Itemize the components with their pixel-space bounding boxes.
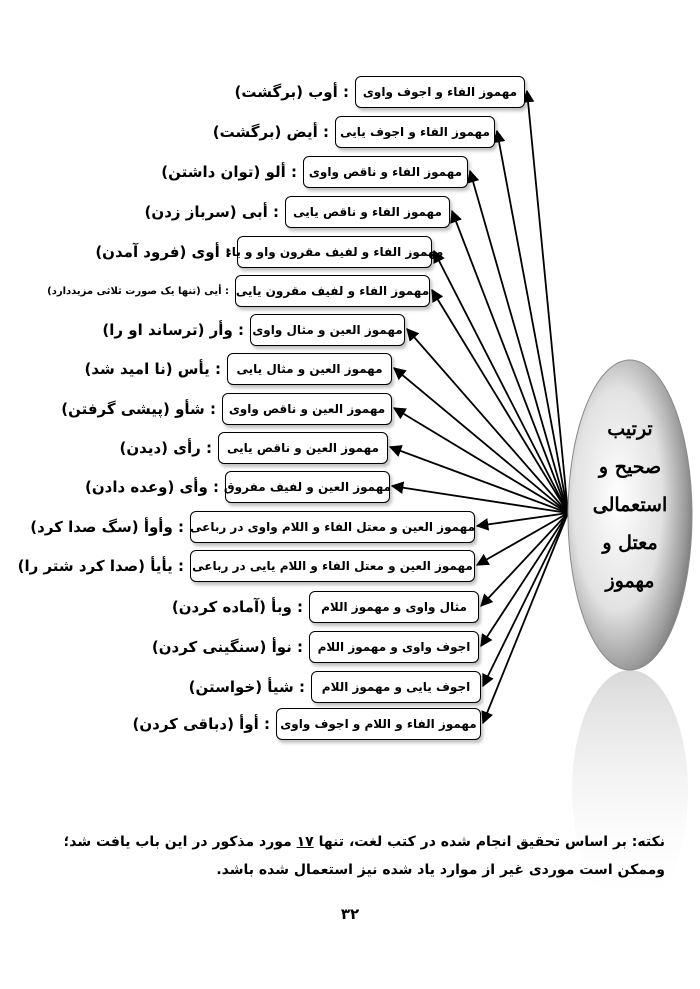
entry-row bbox=[145, 195, 450, 229]
entry-row bbox=[61, 392, 392, 426]
hub-title-line: استعمالی bbox=[592, 494, 668, 516]
term-label: : يأيأ (صدا کرد شتر را) bbox=[17, 557, 184, 575]
entry-row bbox=[172, 590, 479, 624]
term-label: : شأو (پیشی گرفتن) bbox=[61, 400, 216, 418]
arrow bbox=[481, 513, 568, 646]
arrow bbox=[394, 368, 568, 513]
hub-title-line: مهموز bbox=[605, 570, 655, 592]
arrow bbox=[452, 211, 568, 513]
hub-title-line: معتل و bbox=[602, 532, 658, 554]
category-box: مهموز الفاء و اللام و اجوف واوی bbox=[276, 708, 481, 740]
entry-row bbox=[161, 155, 468, 189]
entry-row bbox=[133, 707, 482, 741]
term-label: : أيی (تنها یک صورت ثلاثی مزیددارد) bbox=[47, 285, 229, 297]
term-label: : وأی (وعده دادن) bbox=[84, 478, 219, 496]
term-label: : أيض (برگشت) bbox=[212, 123, 329, 141]
category-box: مهموز العین و معتل الفاء و اللام یایی در رباعی bbox=[190, 550, 475, 582]
term-label: : شيأ (خواستن) bbox=[188, 678, 305, 696]
category-box: مهموز العین و معتل الفاء و اللام واوی در رباعی bbox=[190, 511, 475, 543]
entry-row bbox=[85, 352, 392, 386]
category-box: مهموز العین و لفیف مفروق bbox=[225, 471, 390, 503]
note-prefix: نکته: بر اساس تحقیق انجام شده در کتب لغت، تنها bbox=[313, 834, 665, 850]
category-box: مهموز العین و مثال واوی bbox=[250, 314, 405, 346]
arrow bbox=[483, 513, 568, 723]
term-label: : وبأ (آماده کردن) bbox=[171, 598, 303, 616]
category-box: مهموز الفاء و اجوف یایی bbox=[335, 116, 495, 148]
arrow bbox=[477, 513, 568, 526]
category-box: مهموز الفاء و اجوف واوی bbox=[355, 76, 525, 108]
entry-row bbox=[213, 115, 495, 149]
entry-row bbox=[95, 235, 444, 269]
term-label: : وأوأ (سگ صدا کرد) bbox=[30, 518, 184, 536]
term-label: : أوأ (دباقی کردن) bbox=[132, 715, 270, 733]
category-box: مهموز العین و مثال یایی bbox=[227, 353, 392, 385]
note-count: ۱۷ bbox=[296, 834, 314, 850]
entry-row bbox=[102, 313, 405, 347]
hub-title-line: ترتیب bbox=[607, 418, 653, 440]
category-box: مهموز الفاء و ناقص واوی bbox=[303, 156, 468, 188]
arrow bbox=[483, 513, 568, 686]
term-label: : ألو (توان داشتن) bbox=[161, 163, 297, 181]
category-box: مهموز العین و ناقص واوی bbox=[222, 393, 392, 425]
category-box: مثال واوی و مهموز اللام bbox=[309, 591, 479, 623]
entry-row bbox=[18, 549, 475, 583]
category-box: مهموز الفاء و لفیف مقرون یایی bbox=[235, 275, 430, 307]
page-number: ۳۲ bbox=[340, 905, 360, 923]
category-box: اجوف واوی و مهموز اللام bbox=[309, 631, 479, 663]
term-label: : أوی (فرود آمدن) bbox=[95, 243, 231, 261]
hub-title bbox=[580, 410, 680, 600]
term-label: : رأی (دیدن) bbox=[119, 439, 212, 457]
term-label: : أبی (سرباز زدن) bbox=[144, 203, 279, 221]
entry-row bbox=[189, 670, 481, 704]
term-label: : أوب (برگشت) bbox=[234, 83, 349, 101]
category-box: مهموز الفاء و ناقص یایی bbox=[285, 196, 450, 228]
term-label: : وأر (ترساند او را) bbox=[102, 321, 244, 339]
category-box: مهموز الفاء و لفیف مقرون واو و یاء bbox=[237, 236, 432, 268]
category-box: اجوف یایی و مهموز اللام bbox=[311, 671, 481, 703]
entry-row bbox=[234, 75, 525, 109]
entry-row bbox=[47, 274, 430, 308]
hub-title-line: صحیح و bbox=[598, 456, 662, 478]
arrow bbox=[481, 513, 568, 606]
note-suffix: مورد مذکور در این باب یافت شد؛ وممکن است موردی غیر از موارد یاد شده نیز استعمال شده باشد. bbox=[63, 834, 665, 878]
entry-row bbox=[85, 470, 390, 504]
term-label: : نوأ (سنگینی کردن) bbox=[151, 638, 303, 656]
arrow bbox=[390, 447, 568, 513]
category-box: مهموز العین و ناقص یایی bbox=[218, 432, 388, 464]
entry-row bbox=[120, 431, 388, 465]
note bbox=[40, 828, 665, 884]
entry-row bbox=[30, 510, 475, 544]
entry-row bbox=[152, 630, 479, 664]
arrow bbox=[527, 91, 568, 513]
term-label: : يأس (نا امید شد) bbox=[84, 360, 221, 378]
